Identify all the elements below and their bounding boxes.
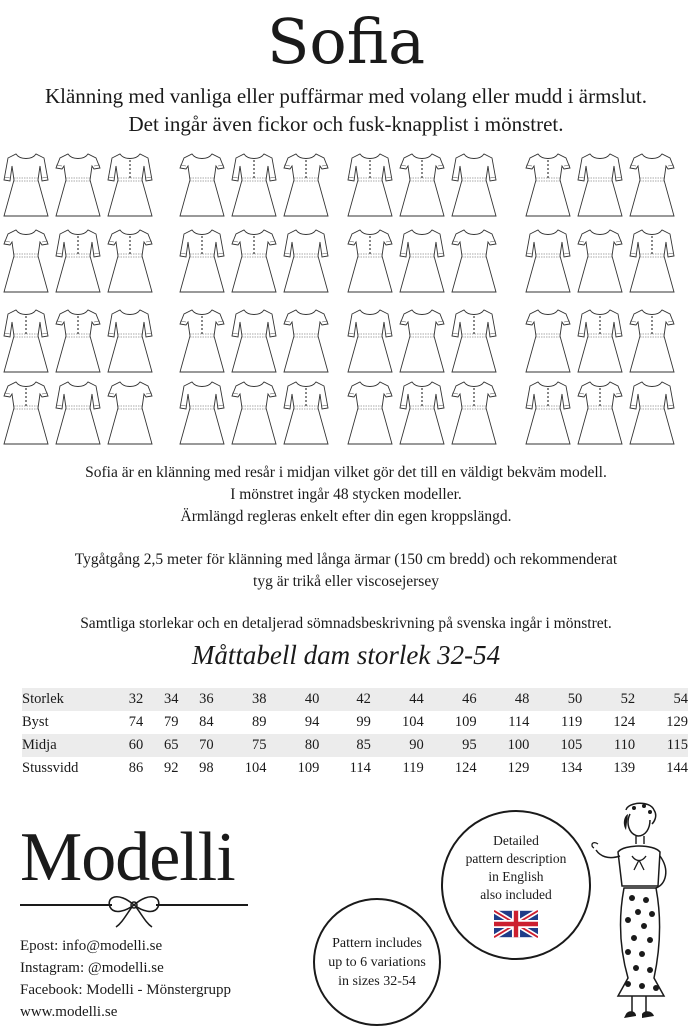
dress-sketch-icon: [348, 382, 392, 444]
size-table-title: Måttabell dam storlek 32-54: [191, 640, 501, 670]
size-value-cell: 124: [454, 760, 477, 776]
row-label: Midja: [22, 734, 108, 757]
dress-sketch-icon: [348, 154, 392, 216]
size-value-cell: 109: [454, 714, 477, 730]
size-header-cell: 48: [477, 688, 530, 711]
uk-flag-icon: [494, 910, 538, 938]
badge-line: up to 6 variations: [328, 954, 426, 970]
dress-sketch-icon: [348, 310, 392, 372]
dress-sketch-icon: [400, 382, 444, 444]
sizes-info-line: Samtliga storlekar och en detaljerad sömnadsbeskrivning på svenska ingår i mönstret.: [80, 615, 612, 632]
size-value-cell: 94: [304, 714, 320, 730]
size-header-cell: 46: [424, 688, 477, 711]
dress-sketch-icon: [56, 154, 100, 216]
size-value-cell: 74: [128, 714, 144, 730]
dress-sketch-icon: [56, 382, 100, 444]
size-table: [22, 688, 688, 780]
size-header-cell: 36: [178, 688, 213, 711]
row-label: Stussvidd: [22, 760, 79, 776]
dress-sketch-icon: [232, 310, 276, 372]
bow-icon: [18, 893, 250, 933]
contact-facebook[interactable]: Facebook: Modelli - Mönstergrupp: [20, 982, 231, 998]
size-value-cell: 86: [128, 760, 144, 776]
size-value-cell: 92: [163, 760, 179, 776]
size-value-cell: 70: [178, 734, 213, 757]
badge-line: pattern description: [465, 851, 567, 866]
dress-sketch-icon: [400, 230, 444, 292]
size-value-cell: 144: [666, 760, 688, 776]
size-header-cell: 38: [214, 688, 267, 711]
size-value-cell: 114: [349, 760, 371, 776]
size-value-cell: 98: [199, 760, 214, 776]
dress-sketch-icon: [4, 230, 48, 292]
dress-sketch-icon: [4, 310, 48, 372]
size-value-cell: 119: [561, 714, 583, 730]
size-row-midja: [22, 734, 688, 757]
size-header-cell: 50: [529, 688, 582, 711]
size-value-cell: 79: [163, 714, 179, 730]
size-header-cell: 54: [635, 688, 688, 711]
size-header-cell: 52: [582, 688, 635, 711]
size-value-cell: 80: [267, 734, 320, 757]
dress-sketch-icon: [630, 154, 674, 216]
size-value-cell: 104: [244, 760, 267, 776]
dress-sketch-icon: [578, 382, 622, 444]
size-value-cell: 114: [508, 714, 530, 730]
dress-sketch-icon: [630, 230, 674, 292]
dress-sketch-icon: [452, 154, 496, 216]
dress-sketch-icon: [578, 310, 622, 372]
page-title: Sofia: [266, 5, 426, 78]
dress-sketch-icon: [526, 382, 570, 444]
subtitle-line-2: Det ingår även fickor och fusk-knapplist i mönstret.: [128, 112, 564, 136]
size-header-cell: 42: [319, 688, 371, 711]
size-value-cell: 104: [401, 714, 424, 730]
badge-line: also included: [480, 887, 552, 902]
size-value-cell: 65: [143, 734, 178, 757]
size-value-cell: 110: [582, 734, 635, 757]
dress-sketch-icon: [180, 310, 224, 372]
size-value-cell: 115: [635, 734, 688, 757]
fabric-line-1: Tygåtgång 2,5 meter för klänning med långa ärmar (150 cm bredd) och rekommenderat: [74, 551, 618, 568]
dress-sketch-icon: [56, 310, 100, 372]
dress-sketch-icon: [108, 310, 152, 372]
dress-sketch-icon: [452, 382, 496, 444]
dress-sketch-icon: [232, 154, 276, 216]
dress-sketch-icon: [630, 382, 674, 444]
size-value-cell: 124: [613, 714, 636, 730]
size-value-cell: 139: [613, 760, 636, 776]
description-line-3: Ärmlängd regleras enkelt efter din egen kroppslängd.: [180, 508, 512, 525]
dress-sketch-icon: [526, 230, 570, 292]
dress-sketch-icon: [108, 382, 152, 444]
dress-sketch-icon: [348, 230, 392, 292]
size-value-cell: 129: [666, 714, 688, 730]
badge-line: in English: [488, 869, 544, 884]
dress-sketch-icon: [578, 230, 622, 292]
dress-sketch-icon: [108, 230, 152, 292]
english-description-badge: [441, 810, 591, 960]
contact-website[interactable]: www.modelli.se: [20, 1004, 118, 1020]
size-value-cell: 99: [356, 714, 371, 730]
dress-sketch-icon: [578, 154, 622, 216]
dress-sketch-icon: [4, 382, 48, 444]
variations-badge: [313, 898, 441, 1026]
dress-sketch-icon: [630, 310, 674, 372]
size-value-cell: 134: [560, 760, 583, 776]
size-value-cell: 105: [529, 734, 582, 757]
badge-line: Pattern includes: [332, 935, 422, 951]
row-label: Byst: [22, 714, 49, 730]
dress-sketch-icon: [452, 310, 496, 372]
dress-sketch-icon: [4, 154, 48, 216]
size-value-cell: 75: [214, 734, 267, 757]
description-line-1: Sofia är en klänning med resår i midjan vilket gör det till en väldigt bekväm modell.: [85, 464, 607, 481]
dress-sketch-icon: [284, 382, 328, 444]
dress-sketch-icon: [400, 154, 444, 216]
size-value-cell: 85: [319, 734, 371, 757]
dress-sketch-icon: [180, 382, 224, 444]
dress-sketch-icon: [452, 230, 496, 292]
size-value-cell: 60: [108, 734, 143, 757]
size-value-cell: 95: [424, 734, 477, 757]
size-row-stussvidd: [22, 757, 688, 780]
dress-sketch-icon: [400, 310, 444, 372]
size-value-cell: 90: [371, 734, 424, 757]
size-value-cell: 109: [297, 760, 320, 776]
dress-sketch-icon: [232, 230, 276, 292]
dress-sketch-icon: [232, 382, 276, 444]
size-header-cell: 44: [371, 688, 424, 711]
size-header-label: Storlek: [22, 688, 108, 711]
badge-line: Detailed: [493, 833, 539, 848]
size-value-cell: 89: [252, 714, 267, 730]
size-value-cell: 100: [477, 734, 530, 757]
dress-sketch-icon: [108, 154, 152, 216]
contact-email[interactable]: Epost: info@modelli.se: [20, 938, 163, 954]
description-line-2: I mönstret ingår 48 stycken modeller.: [230, 486, 462, 503]
size-value-cell: 129: [507, 760, 530, 776]
contact-instagram[interactable]: Instagram: @modelli.se: [20, 960, 164, 976]
size-value-cell: 84: [199, 714, 214, 730]
size-header-row: [22, 688, 688, 711]
modelli-logo: Modelli: [20, 819, 235, 896]
dress-sketch-icon: [284, 310, 328, 372]
badge-line: in sizes 32-54: [338, 973, 416, 989]
dress-sketch-icon: [284, 230, 328, 292]
size-row-byst: [22, 711, 688, 734]
dress-sketch-icon: [526, 310, 570, 372]
dress-sketch-icon: [284, 154, 328, 216]
dress-sketch-icon: [180, 154, 224, 216]
size-header-cell: 34: [143, 688, 178, 711]
size-header-cell: 32: [108, 688, 143, 711]
dress-sketch-icon: [526, 154, 570, 216]
pinup-illustration: [588, 800, 692, 1024]
fabric-line-2: tyg är trikå eller viscosejersey: [253, 573, 439, 590]
dress-sketch-icon: [180, 230, 224, 292]
size-value-cell: 119: [402, 760, 424, 776]
dress-sketch-grid: [0, 150, 692, 450]
size-header-cell: 40: [267, 688, 320, 711]
subtitle-line-1: Klänning med vanliga eller puffärmar med volang eller mudd i ärmslut.: [44, 84, 648, 108]
dress-sketch-icon: [56, 230, 100, 292]
